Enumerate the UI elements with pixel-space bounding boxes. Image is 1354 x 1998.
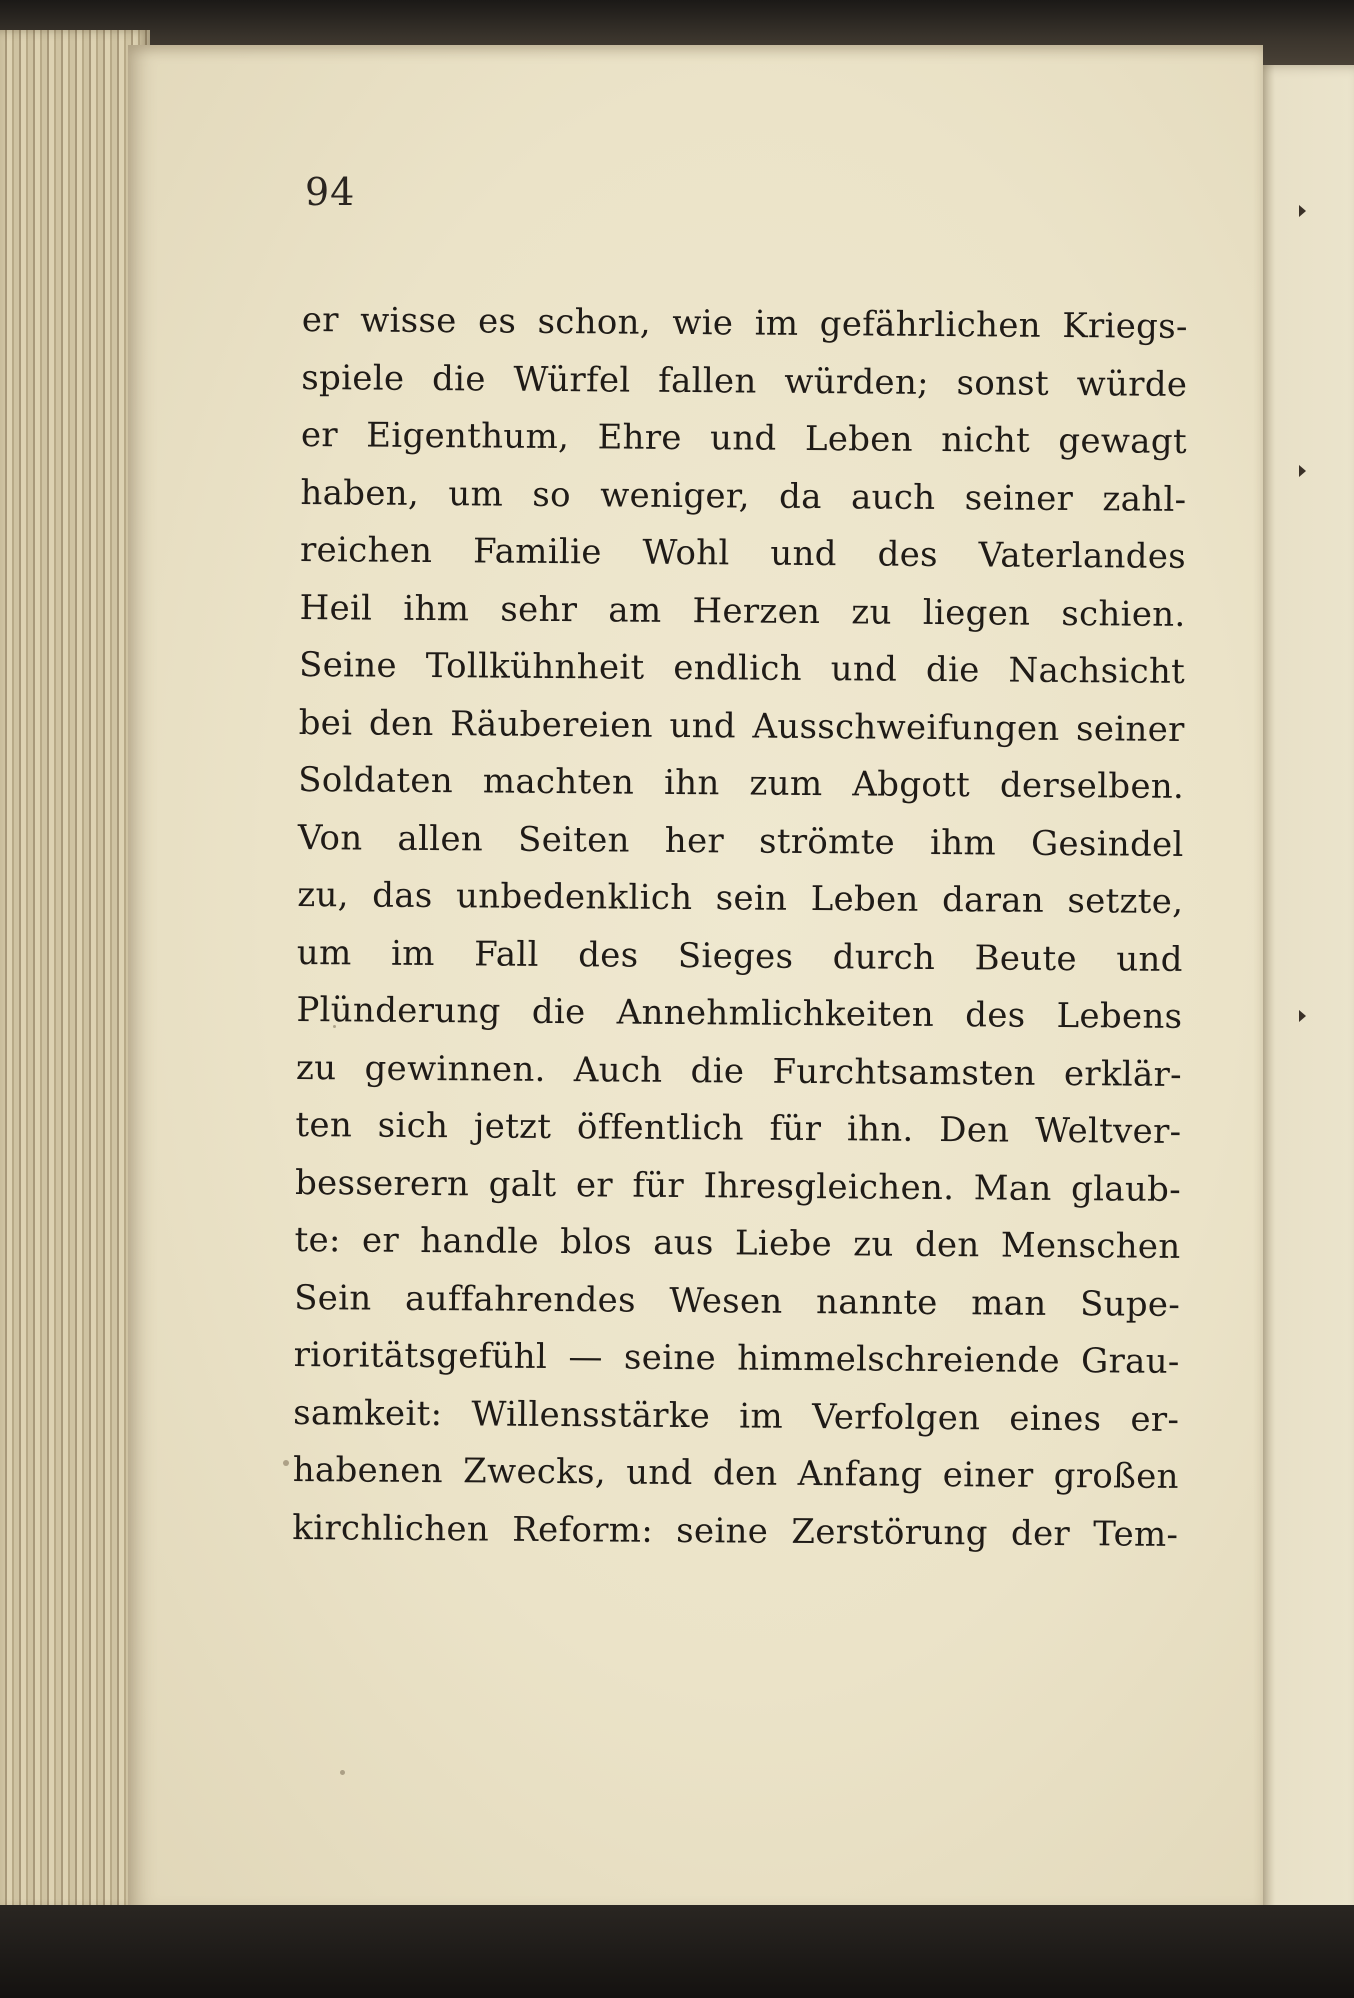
text-word: Verfolgen bbox=[811, 1396, 981, 1438]
text-word: den bbox=[914, 1224, 980, 1266]
text-word: da bbox=[778, 476, 822, 517]
text-line bbox=[293, 1335, 1179, 1399]
text-word: würde bbox=[1076, 363, 1188, 405]
text-line bbox=[292, 1507, 1178, 1571]
text-word: himmelschreiende bbox=[737, 1338, 1060, 1381]
text-word: aus bbox=[653, 1222, 714, 1264]
text-word: fallen bbox=[658, 360, 757, 402]
text-word: und bbox=[709, 418, 777, 459]
text-word: und bbox=[1116, 938, 1183, 980]
text-word: besserern bbox=[294, 1162, 470, 1204]
text-word: durch bbox=[832, 936, 936, 978]
text-word: und bbox=[669, 705, 737, 746]
text-word: liegen bbox=[922, 592, 1031, 634]
text-line bbox=[298, 702, 1184, 766]
text-word: sehr bbox=[500, 589, 578, 630]
text-word: Würfel bbox=[513, 359, 631, 401]
text-word: Seine bbox=[298, 644, 398, 686]
text-word: Supe- bbox=[1079, 1283, 1181, 1325]
text-word: Zerstörung bbox=[791, 1511, 988, 1553]
text-word: es bbox=[477, 301, 517, 342]
page-number: 94 bbox=[305, 170, 356, 214]
text-word: Leben bbox=[804, 418, 914, 460]
text-line bbox=[299, 587, 1185, 651]
text-word: Plünderung bbox=[296, 989, 501, 1032]
text-word: derselben. bbox=[999, 765, 1185, 807]
text-line bbox=[296, 1047, 1182, 1111]
text-word: für bbox=[769, 1108, 822, 1150]
text-word: gewinnen. bbox=[364, 1048, 546, 1090]
text-word: Gesindel bbox=[1030, 823, 1184, 865]
text-word: daran bbox=[941, 880, 1045, 921]
text-word: Man bbox=[973, 1167, 1052, 1209]
text-word: seine bbox=[623, 1337, 717, 1379]
text-line bbox=[297, 817, 1183, 881]
text-word: gewagt bbox=[1058, 420, 1188, 462]
text-word: Räubereien bbox=[450, 703, 654, 746]
text-word: spiele bbox=[301, 357, 405, 399]
page-edge-mark bbox=[1299, 205, 1306, 217]
text-word: seine bbox=[676, 1510, 769, 1552]
text-word: nannte bbox=[815, 1281, 938, 1323]
text-word: te: bbox=[294, 1219, 341, 1261]
text-word: um bbox=[448, 473, 504, 515]
text-word: Eigenthum, bbox=[366, 415, 570, 458]
text-word: Tollkühnheit bbox=[425, 645, 645, 688]
text-word: kirchlichen bbox=[292, 1507, 490, 1550]
text-line bbox=[297, 932, 1183, 996]
text-word: für bbox=[632, 1165, 685, 1206]
text-word: Vaterlandes bbox=[978, 535, 1187, 577]
text-word: galt bbox=[488, 1163, 557, 1205]
text-line bbox=[295, 1162, 1181, 1226]
text-word: im bbox=[390, 933, 435, 974]
text-word: allen bbox=[397, 818, 484, 859]
text-word: Menschen bbox=[1000, 1225, 1181, 1267]
text-word: im bbox=[739, 1395, 784, 1437]
text-word: erklär- bbox=[1063, 1053, 1183, 1095]
text-word: Weltver- bbox=[1034, 1110, 1182, 1152]
text-word: schon, bbox=[537, 301, 652, 343]
text-word: Furchtsamsten bbox=[772, 1051, 1036, 1094]
text-word: um bbox=[296, 932, 352, 973]
text-word: ihn bbox=[663, 762, 720, 804]
text-word: habenen bbox=[292, 1449, 444, 1492]
text-word: das bbox=[372, 875, 433, 917]
text-word: Reform: bbox=[512, 1509, 654, 1551]
paper-speck bbox=[283, 1460, 289, 1466]
text-word: zahl- bbox=[1102, 478, 1187, 520]
text-word: Nachsicht bbox=[1008, 650, 1186, 692]
text-line bbox=[295, 1105, 1181, 1169]
text-word: nicht bbox=[941, 420, 1031, 461]
text-word: samkeit: bbox=[293, 1392, 443, 1434]
text-word: ihm bbox=[403, 588, 470, 629]
text-word: reichen bbox=[299, 529, 433, 572]
text-word: des bbox=[877, 534, 938, 576]
text-word: Soldaten bbox=[298, 759, 454, 802]
text-word: des bbox=[578, 934, 639, 976]
text-word: Wohl bbox=[642, 532, 730, 574]
text-word: seiner bbox=[1075, 708, 1185, 750]
text-word: jetzt bbox=[473, 1106, 552, 1147]
text-word: würden; bbox=[784, 361, 930, 403]
text-word: so bbox=[532, 474, 572, 515]
text-word: Fall bbox=[474, 933, 539, 975]
text-line bbox=[300, 530, 1186, 594]
text-word: die bbox=[925, 649, 980, 691]
text-word: Auch bbox=[573, 1049, 663, 1091]
text-word: die bbox=[431, 358, 486, 399]
text-word: Lebens bbox=[1056, 995, 1183, 1037]
text-line bbox=[302, 300, 1188, 364]
text-word: seiner bbox=[964, 477, 1074, 519]
text-word: und bbox=[626, 1452, 693, 1494]
text-word: blos bbox=[560, 1222, 633, 1263]
text-line bbox=[296, 990, 1182, 1054]
text-word: Tem- bbox=[1093, 1513, 1179, 1555]
text-word: sonst bbox=[956, 362, 1050, 404]
text-word: — bbox=[568, 1337, 603, 1378]
next-page-edge bbox=[1255, 65, 1354, 1925]
text-word: er bbox=[575, 1164, 614, 1205]
text-line bbox=[294, 1220, 1180, 1284]
text-word: schien. bbox=[1061, 593, 1186, 635]
text-word: haben, bbox=[300, 472, 420, 514]
text-word: her bbox=[664, 820, 725, 861]
text-word: auffahrendes bbox=[404, 1278, 636, 1321]
text-word: Seiten bbox=[517, 819, 631, 861]
text-word: zu, bbox=[297, 874, 350, 916]
text-word: sein bbox=[715, 878, 788, 919]
text-word: Herzen bbox=[692, 590, 821, 632]
text-word: setzte, bbox=[1067, 881, 1184, 922]
text-word: Liebe bbox=[734, 1223, 833, 1265]
text-word: man bbox=[971, 1282, 1047, 1324]
text-word: er- bbox=[1130, 1399, 1180, 1440]
text-word: eines bbox=[1009, 1398, 1102, 1439]
text-word: gefährlichen bbox=[819, 304, 1042, 346]
text-word: zu bbox=[295, 1047, 337, 1088]
text-word: Abgott bbox=[852, 764, 971, 806]
text-word: Grau- bbox=[1080, 1341, 1180, 1382]
book-binding-bottom bbox=[0, 1905, 1354, 1998]
text-word: Kriegs- bbox=[1062, 305, 1188, 347]
text-word: machten bbox=[482, 761, 635, 803]
text-line bbox=[298, 760, 1184, 824]
text-word: Annehmlichkeiten bbox=[616, 992, 935, 1035]
text-line bbox=[301, 415, 1187, 479]
text-word: ihm bbox=[929, 822, 997, 863]
text-word: ten bbox=[295, 1104, 353, 1146]
text-word: Zwecks, bbox=[462, 1451, 607, 1493]
text-word: Sein bbox=[294, 1277, 372, 1319]
text-word: unbedenklich bbox=[455, 876, 693, 919]
text-word: den bbox=[368, 703, 434, 744]
text-word: Ehre bbox=[597, 417, 682, 458]
body-text bbox=[292, 300, 1188, 1572]
text-word: er bbox=[361, 1220, 400, 1261]
text-word: Leben bbox=[810, 879, 919, 920]
page-edge-mark bbox=[1299, 1010, 1306, 1022]
text-word: ihn. bbox=[846, 1109, 914, 1150]
text-word: Willensstärke bbox=[471, 1393, 711, 1436]
text-word: Ausschweifungen bbox=[752, 706, 1060, 749]
text-word: die bbox=[531, 991, 586, 1033]
text-word: den bbox=[712, 1453, 778, 1494]
text-word: Den bbox=[939, 1110, 1010, 1151]
text-word: Familie bbox=[472, 531, 602, 573]
text-word: im bbox=[754, 303, 799, 344]
text-word: Wesen bbox=[669, 1280, 783, 1322]
text-line bbox=[293, 1450, 1179, 1514]
text-word: einer bbox=[942, 1455, 1034, 1496]
text-word: wie bbox=[672, 302, 734, 344]
text-word: er bbox=[301, 300, 339, 341]
text-line bbox=[297, 875, 1183, 939]
text-word: großen bbox=[1053, 1455, 1179, 1497]
text-word: zu bbox=[853, 1224, 894, 1265]
text-word: der bbox=[1010, 1513, 1071, 1554]
text-word: und bbox=[770, 533, 837, 575]
text-word: glaub- bbox=[1070, 1168, 1182, 1210]
text-word: Heil bbox=[299, 587, 373, 629]
text-word: Sieges bbox=[677, 935, 794, 977]
paper-speck bbox=[340, 1770, 345, 1775]
text-word: er bbox=[300, 414, 339, 456]
text-word: die bbox=[690, 1050, 745, 1091]
text-word: endlich bbox=[673, 647, 803, 689]
text-word: zu bbox=[851, 591, 892, 633]
text-line bbox=[293, 1392, 1179, 1456]
text-line bbox=[294, 1277, 1180, 1341]
text-word: sich bbox=[377, 1105, 449, 1147]
text-word: des bbox=[965, 995, 1026, 1036]
text-word: rioritätsgefühl bbox=[293, 1334, 548, 1377]
text-word: am bbox=[608, 589, 662, 631]
text-word: Anfang bbox=[797, 1453, 923, 1495]
text-word: bei bbox=[298, 702, 353, 743]
text-word: handle bbox=[420, 1220, 540, 1262]
text-word: Ihresgleichen. bbox=[703, 1165, 955, 1208]
text-word: Beute bbox=[974, 937, 1078, 979]
text-line bbox=[299, 645, 1185, 709]
text-word: strömte bbox=[758, 821, 896, 863]
text-word: auch bbox=[850, 476, 936, 518]
text-line bbox=[301, 357, 1187, 421]
text-word: zum bbox=[749, 763, 823, 805]
text-word: und bbox=[830, 649, 898, 690]
page-edge-mark bbox=[1299, 465, 1306, 477]
text-word: weniger, bbox=[600, 474, 750, 517]
text-word: öffentlich bbox=[576, 1107, 745, 1149]
text-line bbox=[300, 472, 1186, 536]
text-word: wisse bbox=[360, 300, 457, 342]
text-word: Von bbox=[297, 817, 363, 858]
